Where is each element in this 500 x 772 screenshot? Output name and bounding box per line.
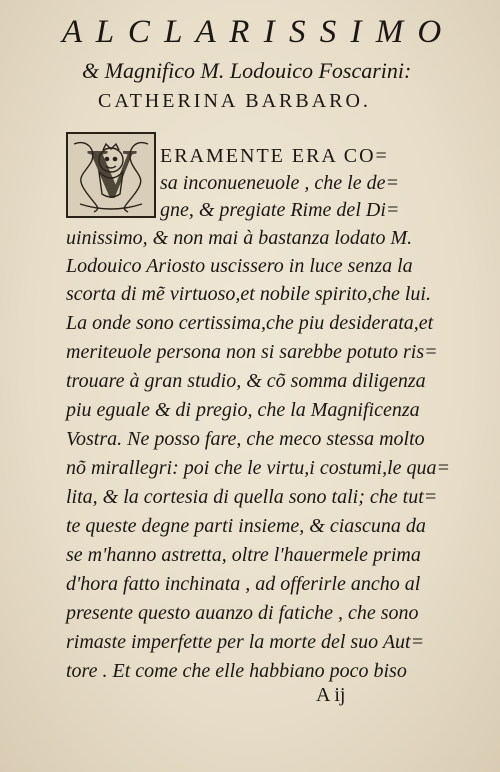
text-line: trouare à gran studio, & cõ somma diligenza	[66, 370, 426, 392]
text-line: meriteuole persona non si sarebbe potuto ris=	[66, 341, 438, 363]
text-line: piu eguale & di pregio, che la Magnificenza	[66, 399, 420, 421]
text-line: te queste degne parti insieme, & ciascuna da	[66, 515, 426, 537]
text-line: presente questo auanzo di fatiche , che sono	[66, 602, 419, 624]
text-line: se m'hanno astretta, oltre l'hauermele prima	[66, 544, 421, 566]
heading-line-3: CATHERINA BARBARO.	[98, 90, 371, 112]
text-line: La onde sono certissima,che piu desiderata,et	[66, 312, 434, 334]
text-line: uinissimo, & non mai à bastanza lodato M.	[66, 227, 413, 249]
signature-mark: A ij	[316, 684, 346, 706]
heading-line-2: & Magnifico M. Lodouico Foscarini:	[82, 58, 412, 83]
text-line: d'hora fatto inchinata , ad offerirle ancho al	[66, 573, 421, 595]
text-line: scorta di mẽ virtuoso,et nobile spirito,che lui.	[66, 283, 431, 305]
text-line: Lodouico Ariosto uscissero in luce senza la	[66, 255, 413, 277]
initial-letter: V	[86, 136, 138, 213]
text-line: nõ mirallegri: poi che le virtu,i costumi,le qua=	[66, 457, 450, 479]
text-line: gne, & pregiate Rime del Di=	[160, 199, 400, 221]
text-line: lita, & la cortesia di quella sono tali; che tut=	[66, 486, 438, 508]
text-line: ERAMENTE ERA CO=	[160, 145, 389, 167]
text-line: rimaste imperfette per la morte del suo Aut=	[66, 631, 425, 653]
text-line: sa inconueneuole , che le de=	[160, 172, 399, 194]
text-line: Vostra. Ne posso fare, che meco stessa molto	[66, 428, 425, 450]
decorated-initial-icon	[66, 132, 156, 218]
heading-line-1: A L C L A R I S S I M O	[62, 14, 445, 50]
text-line: tore . Et come che elle habbiano poco biso	[66, 660, 407, 682]
